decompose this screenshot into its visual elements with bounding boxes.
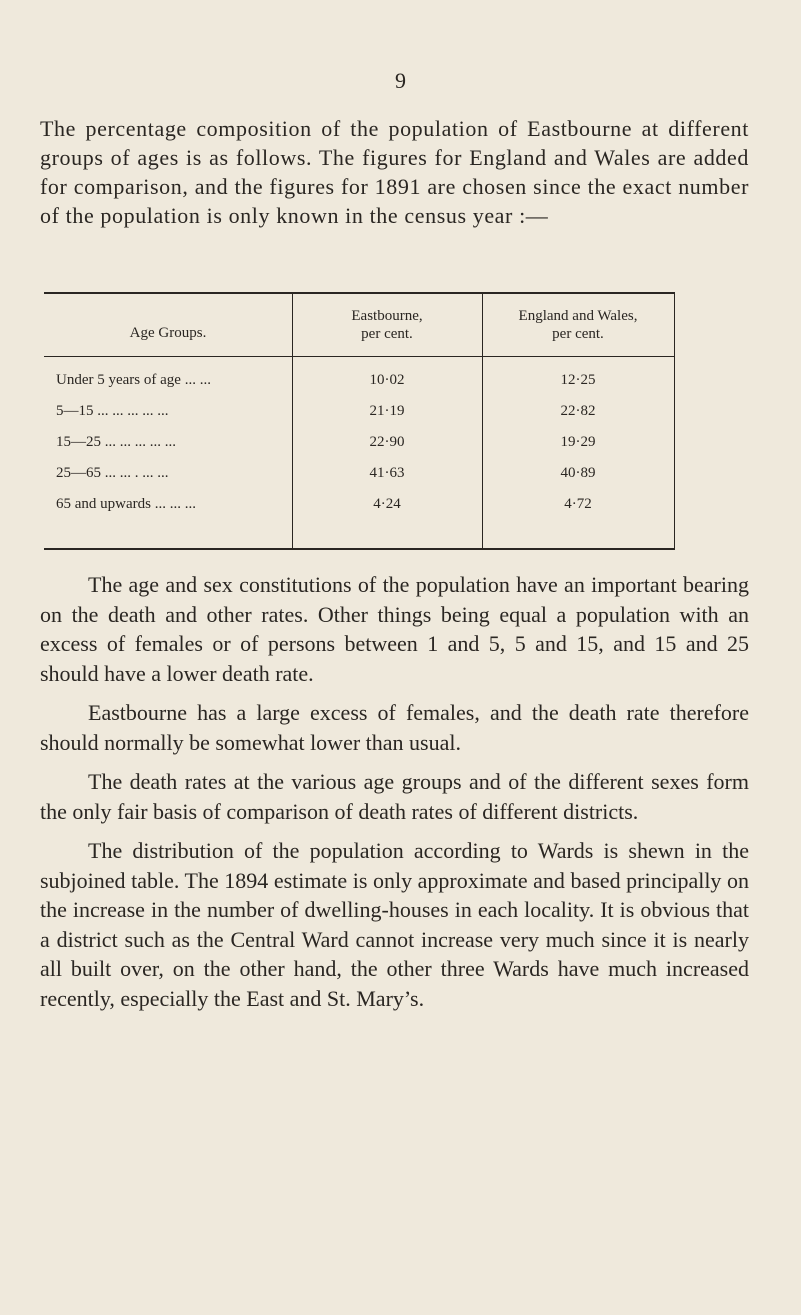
eastbourne-value: 21·19 — [369, 403, 405, 419]
england-value: 40·89 — [560, 465, 596, 481]
row-label: 15—25 ... ... ... ... ... — [56, 434, 176, 450]
eastbourne-value: 10·02 — [369, 372, 405, 388]
eastbourne-value: 22·90 — [369, 434, 405, 450]
header-england-wales — [482, 294, 674, 356]
header-eastbourne-label: Eastbourne, — [351, 308, 423, 324]
england-value: 22·82 — [560, 403, 596, 419]
table-row — [44, 459, 674, 489]
paragraph: Eastbourne has a large excess of females, and the death rate therefore should normally be somewhat lower than usual. — [40, 700, 749, 755]
row-label: 5—15 ... ... ... ... ... — [56, 403, 169, 419]
paragraph: The death rates at the various age groups and of the different sexes form the only fair basis of comparison of death rates of different districts. — [40, 769, 749, 824]
header-england-label: England and Wales, — [518, 308, 638, 324]
eastbourne-value: 4·24 — [373, 496, 401, 512]
header-age-groups — [44, 294, 292, 364]
england-value: 4·72 — [564, 496, 592, 512]
table-row — [44, 490, 674, 520]
table-row — [44, 397, 674, 427]
age-composition-table — [44, 292, 675, 550]
row-label: Under 5 years of age ... ... — [56, 372, 211, 388]
table-row — [44, 428, 674, 458]
header-eastbourne — [292, 294, 482, 356]
paragraph: The age and sex constitutions of the population have an important bearing on the death and other rates. Other things being equal a population with an excess of females or of persons between 1 and 5, 5 and 15, and 15 and 25 should have a lower death rate. — [40, 572, 749, 686]
page-number: 9 — [395, 68, 406, 93]
header-eastbourne-unit: per cent. — [361, 326, 413, 342]
row-label: 25—65 ... ... . ... ... — [56, 465, 169, 481]
england-value: 12·25 — [560, 372, 596, 388]
england-value: 19·29 — [560, 434, 596, 450]
paragraph: The distribution of the population according to Wards is shewn in the subjoined table. The 1894 estimate is only approximate and based principally on the increase in the number of dwelling-houses in each locality. It is obvious that a district such as the Central Ward cannot increase very much since it is nearly all built over, on the other hand, the other three Wards have much increased recently, especially the East and St. Mary’s. — [40, 838, 749, 1011]
header-england-unit: per cent. — [552, 326, 604, 342]
intro-paragraph — [40, 114, 749, 230]
row-label: 65 and upwards ... ... ... — [56, 496, 196, 512]
body-text — [40, 570, 749, 1013]
eastbourne-value: 41·63 — [369, 465, 405, 481]
intro-text: The percentage composition of the population of Eastbourne at different groups of ages is as follows. The figures for England and Wales are added for comparison, and the figures for 1891 are chosen since the exact number of the population is only known in the census year :— — [40, 116, 749, 228]
table-row — [44, 366, 674, 396]
header-age-groups-label: Age Groups. — [129, 325, 207, 341]
